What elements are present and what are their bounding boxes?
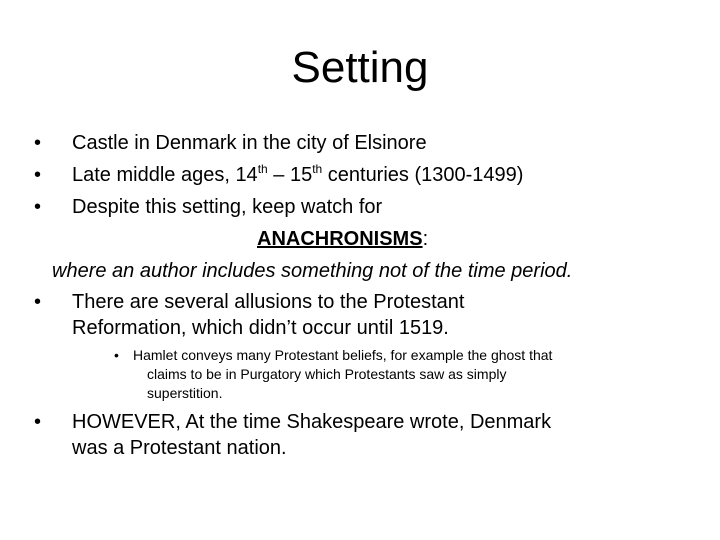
anachronisms-word: ANACHRONISMS [257, 228, 423, 250]
bullet-marker: • [34, 132, 42, 154]
slide-title: Setting [291, 43, 429, 92]
colon: : [422, 228, 429, 250]
bullet-anachronism-intro: Despite this setting, keep watch for [72, 196, 383, 218]
anachronism-definition: where an author includes something not of the time period. [52, 260, 573, 282]
sub-bullet-marker: • [114, 347, 119, 363]
bullet-castle: Castle in Denmark in the city of Elsinore [72, 132, 427, 154]
bullet-marker: • [34, 196, 42, 218]
bullet-time-period [72, 163, 523, 187]
bullet-marker: • [34, 164, 42, 186]
bullet-marker: • [34, 411, 42, 433]
time-text-mid: – 15 [267, 164, 313, 186]
anachronisms-heading [257, 227, 428, 251]
sub-bullet-hamlet-line3: superstition. [147, 385, 223, 401]
sub-bullet-hamlet-line1: Hamlet conveys many Protestant beliefs, for example the ghost that [133, 347, 553, 363]
bullet-however-line2: was a Protestant nation. [72, 437, 287, 459]
bullet-marker: • [34, 291, 42, 313]
bullet-reformation-line2: Reformation, which didn’t occur until 1519. [72, 317, 449, 339]
sub-bullet-hamlet-line2: claims to be in Purgatory which Protestants saw as simply [147, 366, 507, 382]
bullet-reformation-line1: There are several allusions to the Protestant [72, 291, 465, 313]
ordinal-suffix: th [257, 162, 268, 176]
time-text-post: centuries (1300-1499) [322, 164, 524, 186]
bullet-however-line1: HOWEVER, At the time Shakespeare wrote, Denmark [72, 411, 552, 433]
ordinal-suffix: th [312, 162, 323, 176]
time-text-pre: Late middle ages, 14 [72, 164, 258, 186]
